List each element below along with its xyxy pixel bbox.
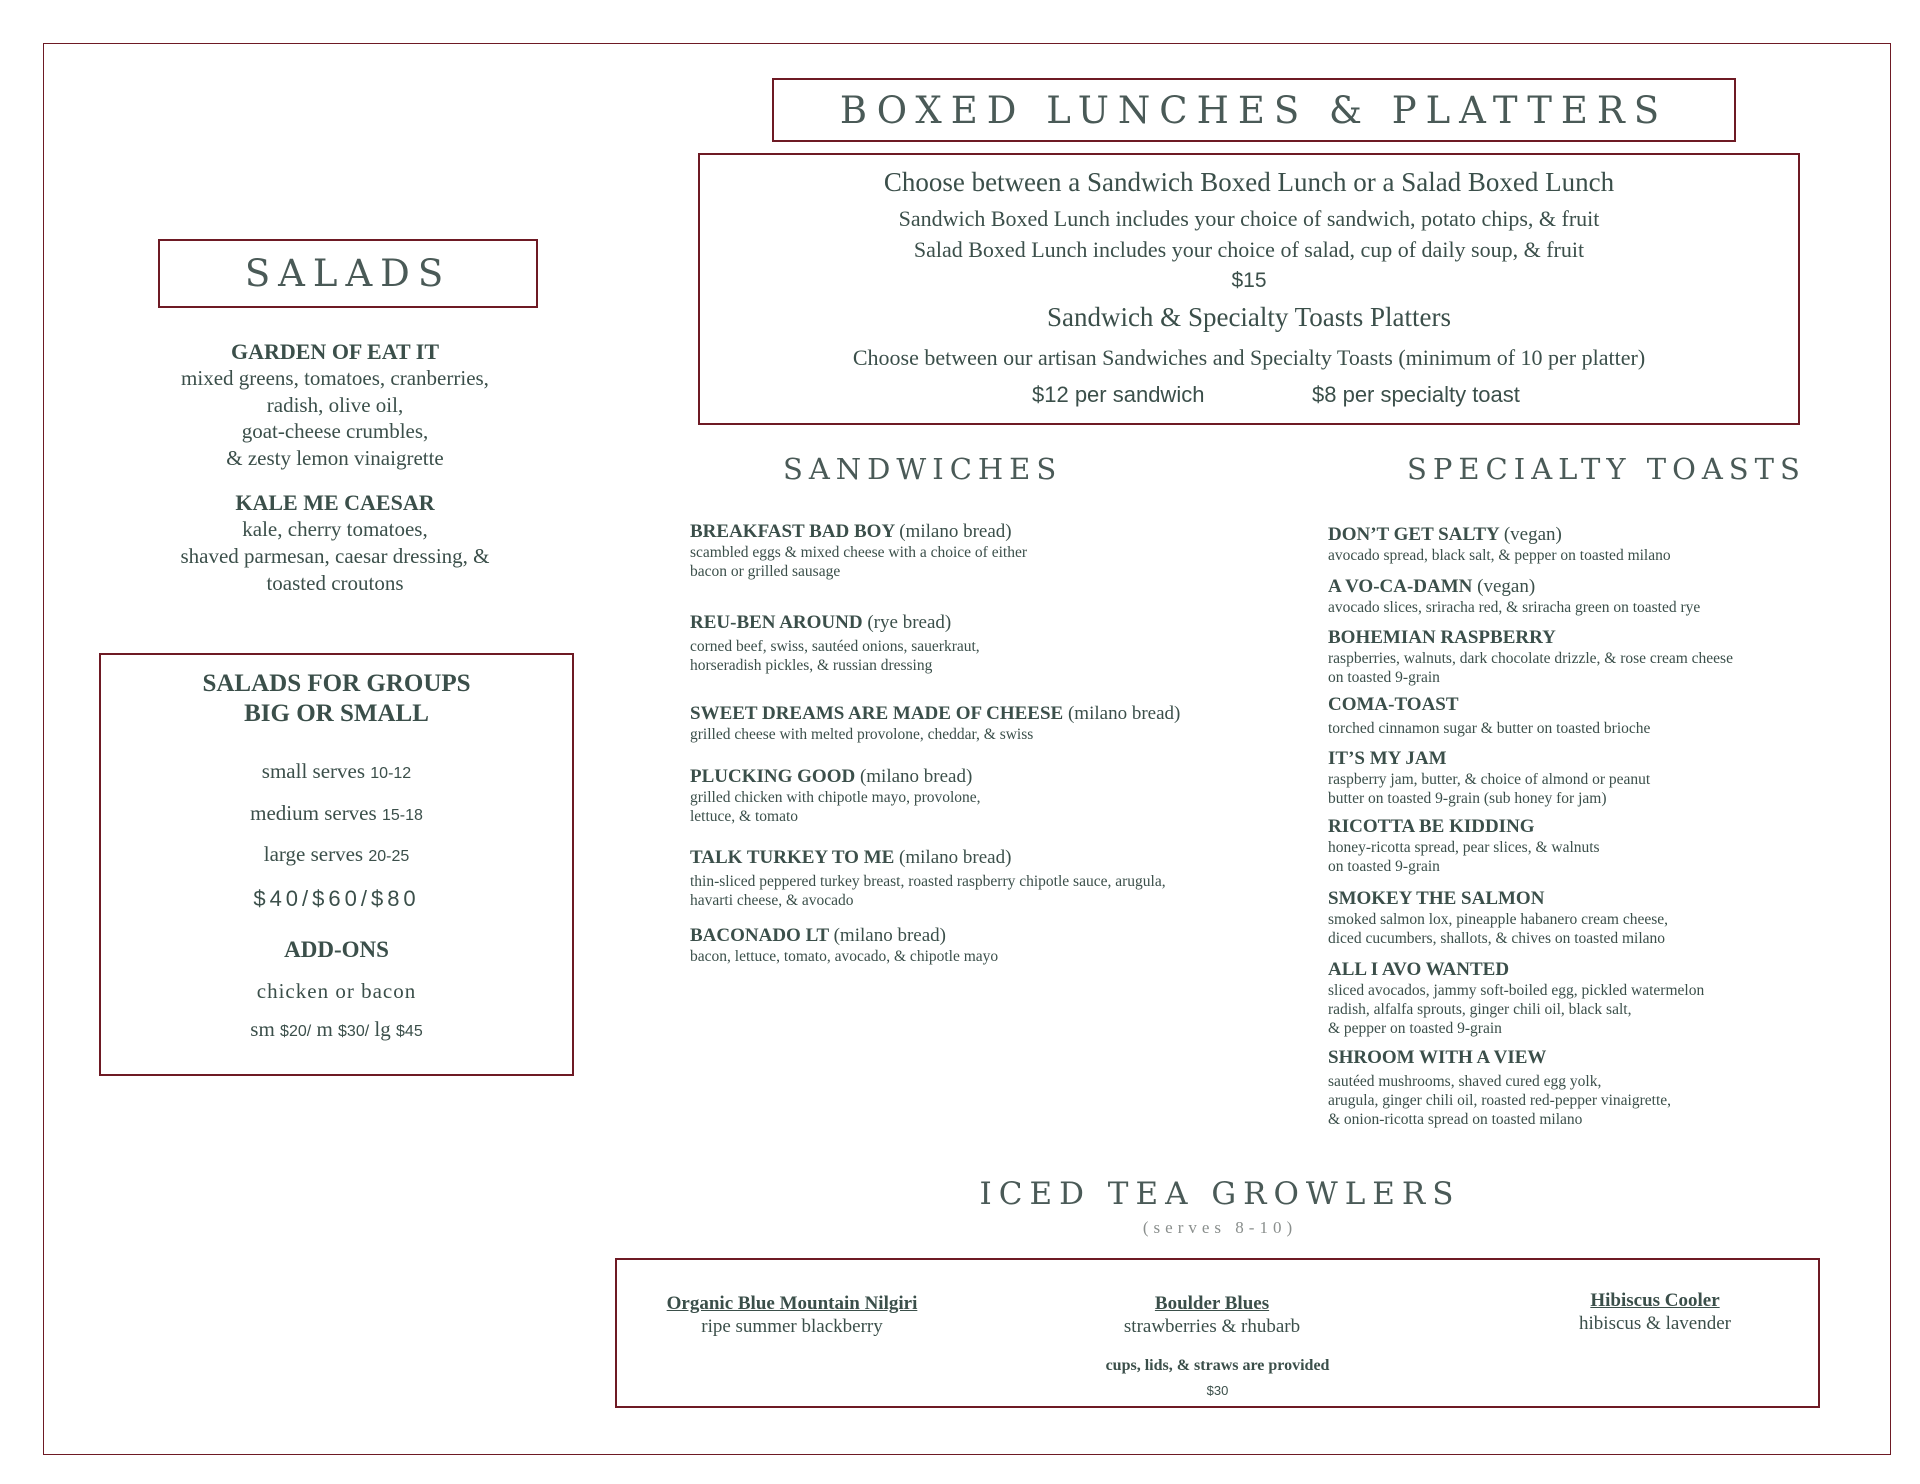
addons-prices: [101, 1017, 572, 1042]
sandwich-name: BACONADO LT: [690, 925, 829, 946]
salad-desc-line: shaved parmesan, caesar dressing, &: [180, 544, 490, 568]
bread-type: (milano bread): [859, 766, 973, 787]
sandwich-item: [690, 847, 1166, 910]
toast-name: SMOKEY THE SALMON: [1328, 888, 1545, 909]
sandwich-item: [690, 521, 1027, 581]
salad-name: KALE ME CAESAR: [235, 490, 435, 515]
addon-price: $45: [396, 1023, 423, 1040]
salads-header-box: [158, 239, 538, 308]
sandwich-desc-line: horseradish pickles, & russian dressing: [690, 657, 933, 674]
sandwiches-header: SANDWICHES: [783, 452, 1063, 486]
page-title: BOXED LUNCHES & PLATTERS: [839, 88, 1669, 132]
size-label: medium serves: [250, 801, 377, 825]
groups-title-line: SALADS FOR GROUPS: [202, 670, 471, 697]
salad-desc-line: toasted croutons: [266, 571, 404, 595]
groups-title-line: BIG OR SMALL: [244, 700, 429, 727]
boxed-lunch-price: $15: [1231, 269, 1267, 292]
toast-desc-line: smoked salmon lox, pineapple habanero cream cheese,: [1328, 911, 1669, 928]
tea-price: $30: [1206, 1383, 1229, 1398]
sandwich-desc-line: corned beef, swiss, sautéed onions, sauerkraut,: [690, 638, 980, 655]
sandwich-desc-line: havarti cheese, & avocado: [690, 892, 854, 909]
toast-item: [1328, 959, 1704, 1038]
sandwich-desc-line: scambled eggs & mixed cheese with a choice of either: [690, 544, 1027, 561]
platters-desc: Choose between our artisan Sandwiches and Specialty Toasts (minimum of 10 per platter): [852, 345, 1646, 370]
toast-item: [1328, 1047, 1671, 1129]
toast-name: ALL I AVO WANTED: [1328, 959, 1510, 980]
size-row: [101, 842, 572, 867]
toast-desc-line: & onion-ricotta spread on toasted milano: [1328, 1111, 1583, 1128]
salad-item: [150, 338, 520, 471]
toast-desc-line: on toasted 9-grain: [1328, 669, 1440, 686]
salad-desc-line: & zesty lemon vinaigrette: [226, 445, 444, 470]
sandwich-platter-price: $12 per sandwich: [1032, 382, 1205, 407]
addon-size: sm: [250, 1017, 275, 1041]
salad-desc-line: kale, cherry tomatoes,: [242, 517, 428, 541]
addon-price: $20/: [280, 1023, 312, 1040]
size-label: large serves: [263, 842, 364, 866]
toast-note: (vegan): [1477, 576, 1536, 597]
tea-desc: hibiscus & lavender: [1579, 1313, 1731, 1334]
toast-desc-line: avocado spread, black salt, & pepper on toasted milano: [1328, 547, 1671, 564]
tea-subheader: (serves 8-10): [1142, 1218, 1298, 1237]
toast-name: IT’S MY JAM: [1328, 748, 1447, 769]
tea-header: ICED TEA GROWLERS: [979, 1176, 1461, 1212]
tea-item: [1077, 1293, 1347, 1339]
size-row: [101, 759, 572, 784]
intro-line-2: Sandwich Boxed Lunch includes your choice of sandwich, potato chips, & fruit: [898, 206, 1600, 231]
toast-desc-line: raspberries, walnuts, dark chocolate drizzle, & rose cream cheese: [1328, 650, 1733, 667]
sandwich-name: TALK TURKEY TO ME: [690, 847, 895, 868]
toast-item: [1328, 888, 1668, 948]
toast-desc-line: diced cucumbers, shallots, & chives on toasted milano: [1328, 930, 1666, 947]
addons-title: ADD-ONS: [284, 937, 389, 962]
sandwich-name: PLUCKING GOOD: [690, 766, 856, 787]
toast-desc-line: sautéed mushrooms, shaved cured egg yolk,: [1328, 1073, 1602, 1090]
intro-box: [698, 153, 1800, 425]
groups-title: [101, 669, 572, 729]
addon-size: m: [316, 1017, 333, 1041]
toast-name: DON’T GET SALTY: [1328, 524, 1500, 545]
tea-desc: ripe summer blackberry: [701, 1316, 883, 1337]
tea-name: Organic Blue Mountain Nilgiri: [666, 1293, 918, 1314]
bread-type: (rye bread): [867, 612, 952, 633]
sandwich-desc-line: lettuce, & tomato: [690, 808, 799, 825]
sandwich-desc-line: thin-sliced peppered turkey breast, roasted raspberry chipotle sauce, arugula,: [690, 873, 1166, 890]
tea-item: [1535, 1290, 1775, 1336]
toast-note: (vegan): [1503, 524, 1562, 545]
sandwich-item: [690, 703, 1180, 744]
sandwich-item: [690, 766, 981, 826]
tea-note: cups, lids, & straws are provided: [1105, 1357, 1330, 1374]
salads-header: SALADS: [244, 252, 452, 295]
sandwich-item: [690, 612, 980, 675]
toast-platter-price: $8 per specialty toast: [1312, 382, 1520, 407]
bread-type: (milano bread): [899, 521, 1012, 542]
toast-desc-line: raspberry jam, butter, & choice of almond or peanut: [1328, 771, 1651, 788]
toast-item: [1328, 524, 1671, 565]
sandwich-desc-line: bacon, lettuce, tomato, avocado, & chipotle mayo: [690, 948, 999, 965]
sandwich-item: [690, 925, 998, 966]
toast-item: [1328, 694, 1650, 738]
salads-for-groups-box: [99, 653, 574, 1076]
sandwich-desc-line: bacon or grilled sausage: [690, 563, 841, 580]
tea-item: [637, 1293, 947, 1339]
sandwich-name: BREAKFAST BAD BOY: [690, 521, 895, 542]
salad-name: GARDEN OF EAT IT: [230, 339, 439, 364]
toast-desc-line: & pepper on toasted 9-grain: [1328, 1020, 1502, 1037]
toast-desc-line: on toasted 9-grain: [1328, 858, 1440, 875]
tea-box: [615, 1258, 1820, 1408]
toast-desc-line: avocado slices, sriracha red, & sriracha green on toasted rye: [1328, 599, 1701, 616]
addon-price: $30/: [338, 1023, 370, 1040]
toast-desc-line: butter on toasted 9-grain (sub honey for jam): [1328, 790, 1607, 807]
sandwich-name: REU-BEN AROUND: [690, 612, 863, 633]
toast-item: [1328, 627, 1733, 687]
bread-type: (milano bread): [899, 847, 1012, 868]
toast-desc-line: arugula, ginger chili oil, roasted red-pepper vinaigrette,: [1328, 1092, 1672, 1109]
bread-type: (milano bread): [833, 925, 946, 946]
salad-desc-line: mixed greens, tomatoes, cranberries,: [181, 366, 489, 390]
toast-item: [1328, 748, 1650, 808]
toast-name: A VO-CA-DAMN: [1328, 576, 1473, 597]
toast-item: [1328, 816, 1600, 876]
size-count: 10-12: [370, 765, 412, 782]
sandwich-name: SWEET DREAMS ARE MADE OF CHEESE: [690, 703, 1064, 724]
intro-line-3: Salad Boxed Lunch includes your choice of salad, cup of daily soup, & fruit: [913, 237, 1585, 262]
size-count: 15-18: [381, 807, 423, 824]
size-label: small serves: [261, 759, 366, 783]
toast-desc-line: torched cinnamon sugar & butter on toasted brioche: [1328, 720, 1651, 737]
title-box: [772, 78, 1736, 142]
toast-name: COMA-TOAST: [1328, 694, 1459, 715]
addon-size: lg: [374, 1017, 391, 1041]
bread-type: (milano bread): [1067, 703, 1181, 724]
toast-name: SHROOM WITH A VIEW: [1328, 1047, 1547, 1068]
group-prices: $40/$60/$80: [253, 886, 420, 911]
intro-line-1: Choose between a Sandwich Boxed Lunch or a Salad Boxed Lunch: [883, 167, 1615, 197]
sandwich-desc-line: grilled chicken with chipotle mayo, provolone,: [690, 789, 981, 806]
sandwich-desc-line: grilled cheese with melted provolone, cheddar, & swiss: [690, 726, 1034, 743]
tea-desc: strawberries & rhubarb: [1123, 1316, 1301, 1337]
tea-name: Hibiscus Cooler: [1590, 1290, 1720, 1311]
size-row: [101, 801, 572, 826]
toast-name: RICOTTA BE KIDDING: [1328, 816, 1535, 837]
tea-name: Boulder Blues: [1154, 1293, 1270, 1314]
toast-desc-line: honey-ricotta spread, pear slices, & walnuts: [1328, 839, 1600, 856]
addons-desc: chicken or bacon: [256, 979, 417, 1003]
salad-item: [150, 489, 520, 597]
size-count: 20-25: [368, 848, 410, 865]
toast-desc-line: radish, alfalfa sprouts, ginger chili oil, black salt,: [1328, 1001, 1632, 1018]
toast-item: [1328, 576, 1700, 617]
platters-title: Sandwich & Specialty Toasts Platters: [1046, 302, 1452, 332]
toast-desc-line: sliced avocados, jammy soft-boiled egg, pickled watermelon: [1328, 982, 1705, 999]
salad-desc-line: radish, olive oil,: [266, 392, 404, 417]
toast-name: BOHEMIAN RASPBERRY: [1328, 627, 1556, 648]
toasts-header: SPECIALTY TOASTS: [1407, 452, 1806, 486]
salad-desc-line: goat-cheese crumbles,: [241, 419, 429, 443]
